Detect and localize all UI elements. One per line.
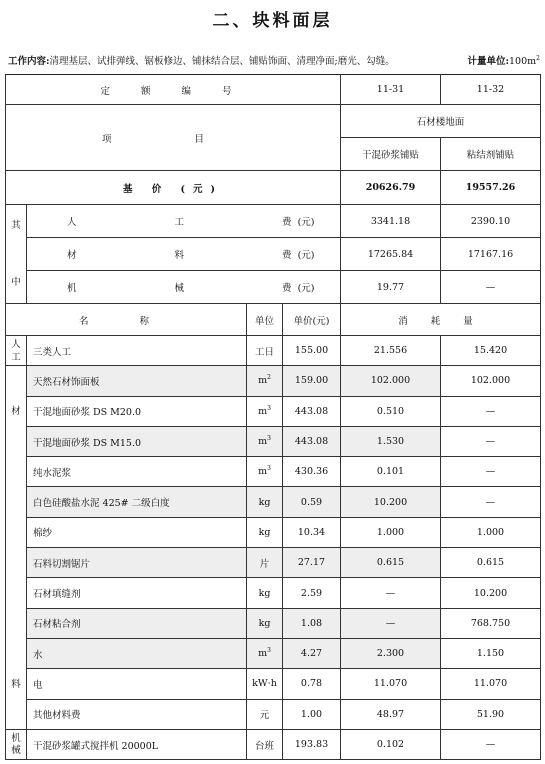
labor-group-label: 人工	[6, 336, 27, 366]
quota-code-2: 11-32	[441, 75, 541, 105]
resource-name: 其他材料费	[27, 699, 247, 729]
resource-consumption-2: —	[441, 457, 541, 487]
resource-consumption-2: 1.000	[441, 517, 541, 547]
resource-price: 4.27	[283, 638, 341, 668]
quota-table	[5, 74, 541, 760]
resource-name: 干混砂浆罐式搅拌机 20000L	[27, 729, 247, 759]
unit-info	[468, 54, 541, 70]
cost-label-machine: 机 械 费 (元)	[27, 271, 341, 304]
resource-name: 石料切割锯片	[27, 548, 247, 578]
material-row	[6, 396, 541, 426]
cost-material-1: 17265.84	[341, 238, 441, 271]
cost-row	[6, 271, 541, 304]
material-row	[6, 669, 541, 699]
resource-name: 石材填缝剂	[27, 578, 247, 608]
resource-name: 天然石材饰面板	[27, 366, 247, 396]
work-label: 工作内容:	[8, 56, 50, 67]
resource-unit: kg	[247, 608, 283, 638]
resource-consumption-1: 0.101	[341, 457, 441, 487]
material-row	[6, 517, 541, 547]
resource-price: 1.00	[283, 699, 341, 729]
material-row	[6, 699, 541, 729]
resource-consumption-1: 1.000	[341, 517, 441, 547]
group-label: 石材楼地面	[341, 105, 541, 138]
resource-consumption-1: —	[341, 578, 441, 608]
resource-consumption-2: 15.420	[441, 336, 541, 366]
col-consumption: 消 耗 量	[341, 304, 541, 336]
col-name: 名 称	[6, 304, 247, 336]
resource-consumption-2: 768.750	[441, 608, 541, 638]
resource-unit: $m^3$	[247, 426, 283, 456]
material-row	[6, 487, 541, 517]
resource-price: 0.78	[283, 669, 341, 699]
work-header	[8, 54, 540, 70]
machine-group-label: 机械	[6, 729, 27, 759]
cost-label-labor: 人 工 费 (元)	[27, 205, 341, 238]
resource-unit: $m^3$	[247, 396, 283, 426]
resource-price: 193.83	[283, 729, 341, 759]
resource-price: 27.17	[283, 548, 341, 578]
material-row	[6, 366, 541, 396]
page-title: 二、块料面层	[212, 11, 333, 31]
cost-label-material: 材 料 费 (元)	[27, 238, 341, 271]
resource-name: 白色硅酸盐水泥 425# 二级白度	[27, 487, 247, 517]
resource-name: 水	[27, 638, 247, 668]
cost-machine-2: —	[441, 271, 541, 304]
resource-consumption-1: 0.102	[341, 729, 441, 759]
resource-price: 10.34	[283, 517, 341, 547]
resource-name: 纯水泥浆	[27, 457, 247, 487]
resource-price: 430.36	[283, 457, 341, 487]
resource-consumption-1: 1.530	[341, 426, 441, 456]
cost-material-2: 17167.16	[441, 238, 541, 271]
material-row	[6, 578, 541, 608]
resource-consumption-2: —	[441, 396, 541, 426]
labor-row	[6, 336, 541, 366]
resource-consumption-1: 21.556	[341, 336, 441, 366]
resource-consumption-1: 48.97	[341, 699, 441, 729]
cost-labor-2: 2390.10	[441, 205, 541, 238]
resource-consumption-2: 11.070	[441, 669, 541, 699]
material-row	[6, 457, 541, 487]
column-header-row	[6, 304, 541, 336]
unit-value: 100m	[509, 56, 537, 67]
of-which-label: 其 中	[6, 205, 27, 304]
resource-consumption-2: 10.200	[441, 578, 541, 608]
col-unit: 单位	[247, 304, 283, 336]
resource-consumption-1: 102.000	[341, 366, 441, 396]
resource-name: 干混地面砂浆 DS M15.0	[27, 426, 247, 456]
resource-unit: $m^3$	[247, 638, 283, 668]
resource-price: 443.08	[283, 396, 341, 426]
resource-unit: 元	[247, 699, 283, 729]
resource-consumption-1: —	[341, 608, 441, 638]
cost-row	[6, 205, 541, 238]
cost-labor-1: 3341.18	[341, 205, 441, 238]
resource-consumption-2: —	[441, 729, 541, 759]
material-row	[6, 548, 541, 578]
work-text: 清理基层、试排弹线、锯板修边、铺抹结合层、铺贴饰面、清理净面;磨光、勾缝。	[49, 56, 395, 67]
resource-consumption-2: 102.000	[441, 366, 541, 396]
quota-code-1: 11-31	[341, 75, 441, 105]
cost-machine-1: 19.77	[341, 271, 441, 304]
quota-code-row	[6, 75, 541, 105]
resource-price: 2.59	[283, 578, 341, 608]
resource-name: 三类人工	[27, 336, 247, 366]
resource-name: 电	[27, 669, 247, 699]
resource-name: 干混地面砂浆 DS M20.0	[27, 396, 247, 426]
resource-consumption-1: 2.300	[341, 638, 441, 668]
resource-consumption-1: 0.510	[341, 396, 441, 426]
material-row	[6, 426, 541, 456]
item-group-row	[6, 105, 541, 138]
col-price: 单价(元)	[283, 304, 341, 336]
resource-unit: kg	[247, 517, 283, 547]
cost-row	[6, 238, 541, 271]
resource-price: 443.08	[283, 426, 341, 456]
resource-consumption-2: 1.150	[441, 638, 541, 668]
material-row	[6, 608, 541, 638]
resource-consumption-2: —	[441, 487, 541, 517]
resource-unit: kW·h	[247, 669, 283, 699]
unit-sup: 2	[536, 55, 540, 62]
resource-price: 1.08	[283, 608, 341, 638]
resource-consumption-1: 11.070	[341, 669, 441, 699]
resource-unit: $m^3$	[247, 457, 283, 487]
resource-price: 155.00	[283, 336, 341, 366]
resource-name: 石材粘合剂	[27, 608, 247, 638]
resource-price: 159.00	[283, 366, 341, 396]
quota-label: 定 额 编 号	[6, 75, 341, 105]
resource-consumption-2: —	[441, 426, 541, 456]
material-row	[6, 638, 541, 668]
resource-unit: kg	[247, 578, 283, 608]
resource-unit: 工日	[247, 336, 283, 366]
resource-unit: 片	[247, 548, 283, 578]
base-price-label: 基 价 (元)	[6, 171, 341, 205]
item-label: 项 目	[6, 105, 341, 171]
variant-2: 粘结剂铺贴	[441, 138, 541, 171]
resource-consumption-2: 0.615	[441, 548, 541, 578]
resource-consumption-2: 51.90	[441, 699, 541, 729]
machine-row	[6, 729, 541, 759]
material-group-label: 材 料	[6, 366, 27, 730]
variant-1: 干混砂浆铺贴	[341, 138, 441, 171]
base-price-2: 19557.26	[441, 171, 541, 205]
resource-price: 0.59	[283, 487, 341, 517]
resource-name: 棉纱	[27, 517, 247, 547]
base-price-1: 20626.79	[341, 171, 441, 205]
resource-unit: 台班	[247, 729, 283, 759]
resource-consumption-1: 0.615	[341, 548, 441, 578]
resource-unit: $m^2$	[247, 366, 283, 396]
resource-unit: kg	[247, 487, 283, 517]
unit-label: 计量单位:	[467, 56, 510, 67]
base-price-row	[6, 171, 541, 205]
resource-consumption-1: 10.200	[341, 487, 441, 517]
